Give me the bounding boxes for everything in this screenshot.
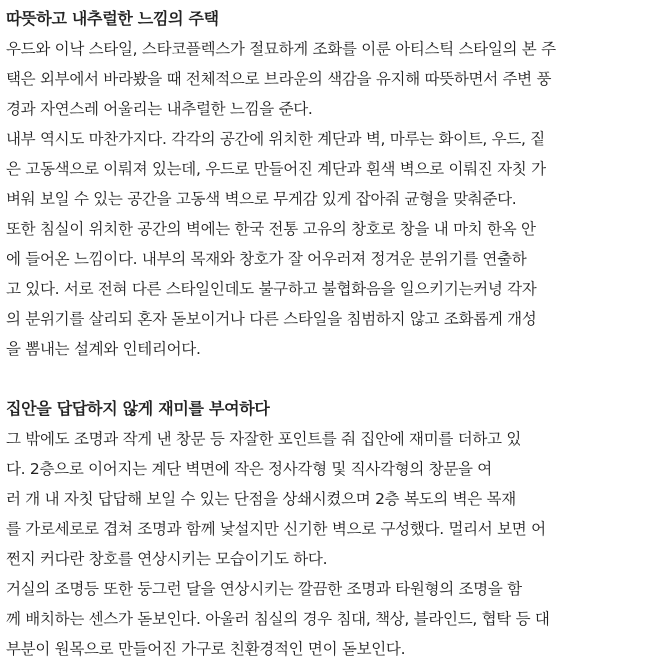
paragraph-line: 에 들어온 느낌이다. 내부의 목재와 창호가 잘 어우러져 정겨운 분위기를 연출하	[6, 250, 527, 268]
paragraph-line: 벼워 보일 수 있는 공간을 고동색 벽으로 무게감 있게 잡아줘 균형을 맞춰준다.	[6, 190, 517, 208]
paragraph-line: 를 가로세로로 겹쳐 조명과 함께 낯설지만 신기한 벽으로 구성했다. 멀리서 보면 어	[6, 520, 546, 538]
paragraph-line: 경과 자연스레 어울리는 내추럴한 느낌을 준다.	[6, 100, 313, 118]
paragraph-line: 고 있다. 서로 전혀 다른 스타일인데도 불구하고 불협화음을 일으키기는커녕 각자	[6, 280, 537, 298]
paragraph-line: 우드와 이낙 스타일, 스타코플렉스가 절묘하게 조화를 이룬 아티스틱 스타일의 본 주	[6, 40, 556, 58]
paragraph-line: 거실의 조명등 또한 둥그런 달을 연상시키는 깔끔한 조명과 타원형의 조명을 함	[6, 580, 522, 598]
section-playful-interior	[6, 394, 650, 664]
section-heading: 따뜻하고 내추럴한 느낌의 주택	[6, 9, 219, 28]
paragraph-line: 부분이 원목으로 만들어진 가구로 친환경적인 면이 돋보인다.	[6, 640, 406, 658]
section-divider-space	[6, 364, 650, 394]
article-body	[0, 4, 650, 664]
section-warm-natural-house	[6, 4, 650, 364]
paragraph-line: 그 밖에도 조명과 작게 낸 창문 등 자잘한 포인트를 줘 집안에 재미를 더하고 있	[6, 430, 522, 448]
paragraph-line: 택은 외부에서 바라봤을 때 전체적으로 브라운의 색감을 유지해 따뜻하면서 주변 풍	[6, 70, 552, 88]
section-heading: 집안을 답답하지 않게 재미를 부여하다	[6, 399, 270, 418]
paragraph-line: 러 개 내 자칫 답답해 보일 수 있는 단점을 상쇄시켰으며 2층 복도의 벽은 목재	[6, 490, 516, 508]
paragraph-line: 내부 역시도 마찬가지다. 각각의 공간에 위치한 계단과 벽, 마루는 화이트, 우드, 짙	[6, 130, 545, 148]
paragraph-line: 또한 침실이 위치한 공간의 벽에는 한국 전통 고유의 창호로 창을 내 마치 한옥 안	[6, 220, 536, 238]
paragraph-line: 의 분위기를 살리되 혼자 돋보이거나 다른 스타일을 침범하지 않고 조화롭게 개성	[6, 310, 537, 328]
paragraph-line: 쩐지 커다란 창호를 연상시키는 모습이기도 하다.	[6, 550, 328, 568]
paragraph-line: 을 뽐내는 설계와 인테리어다.	[6, 340, 201, 358]
paragraph-line: 께 배치하는 센스가 돋보인다. 아울러 침실의 경우 침대, 책상, 블라인드, 협탁 등 대	[6, 610, 550, 628]
paragraph-line: 다. 2층으로 이어지는 계단 벽면에 작은 정사각형 및 직사각형의 창문을 여	[6, 460, 492, 478]
paragraph-line: 은 고동색으로 이뤄져 있는데, 우드로 만들어진 계단과 흰색 벽으로 이뤄진 자칫 가	[6, 160, 546, 178]
